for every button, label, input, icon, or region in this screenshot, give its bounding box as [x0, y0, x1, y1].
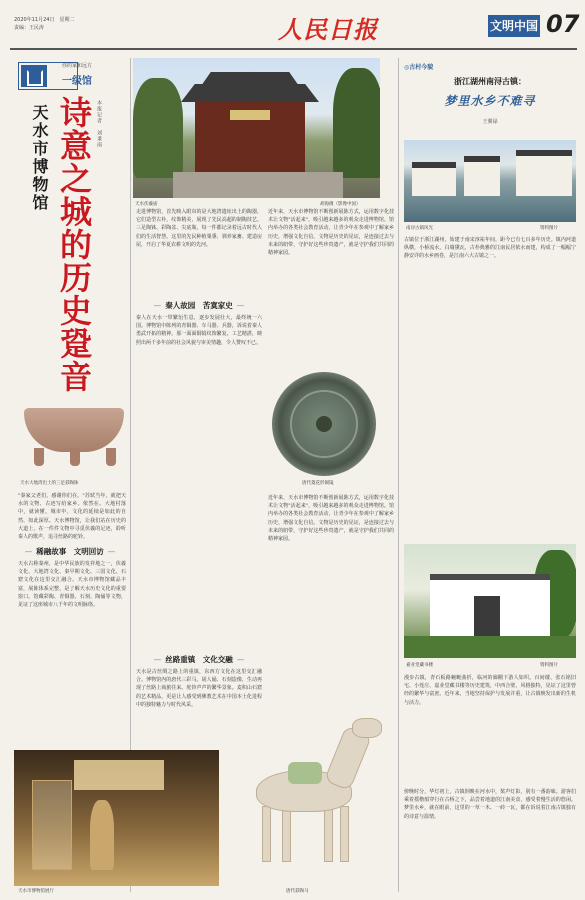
section-heading: — 稀融故事 文明回访 — [14, 546, 126, 557]
pottery-leg [70, 448, 80, 466]
horse-leg [340, 806, 349, 862]
house [412, 162, 456, 196]
section-heading: — 秦人故园 苦寞家史 — [136, 300, 262, 311]
gate-roof [181, 84, 319, 102]
page-number: 07 [546, 10, 580, 38]
pottery-caption: 天水大地湾出土的三足彩陶钵 [20, 481, 79, 486]
horse-figurine-photo [226, 718, 396, 878]
mirror-knob [316, 416, 332, 432]
header-meta [14, 16, 74, 32]
water-caption: 南浔古镇风光 [406, 226, 433, 231]
article-body: 傍晚时分，华灯初上，古镇倒映在河水中，桨声灯影，别有一番韵味。游客们乘着摇橹船穿行在古桥之下，品尝着地道的江南美食，感受着慢生活的悠闲。梦里水乡，就在眼前，这里的一草一木、一砖一瓦，都在诉说着江南古镇独有的诗意与温情。 [404, 789, 576, 820]
gate-plaque [230, 110, 270, 120]
article-byline: 王翼禄 [482, 119, 498, 125]
feature-byline: 本报记者 刘秉南 [96, 100, 102, 148]
library-photo [404, 544, 576, 658]
paper-masthead: 人民日报 [278, 15, 378, 44]
column-tagline: 你的家和远方 [62, 63, 93, 69]
tree [133, 78, 183, 178]
gate-roof [201, 72, 299, 86]
article-body: 天水是古丝绸之路上的重镇，东西方文化在这里交汇融合。博物馆内的唐代三彩马、胡人俑、石刻造像，生动再现了丝路上商旅往来、驼铃声声的繁华景象。麦积山石窟的艺术精品，更是让人感受到佛教艺术在中国本土化进程中的独特魅力与时代风采。 [136, 669, 262, 708]
water-town-photo [404, 140, 576, 222]
horse-saddle [288, 762, 322, 784]
horse-leg [262, 806, 271, 862]
pottery-leg [106, 448, 116, 466]
library-credit: 资料图片 [540, 663, 558, 668]
horse-caption: 唐代彩陶马 [286, 889, 309, 894]
article-body: 走进博物馆，首先映入眼帘的是大地湾遗址出土的陶器，它们造型古朴，纹饰精美，展现了先民高超的制陶技艺。三足陶钵、彩陶盆、尖底瓶，每一件都记录着远古时代人们的生活智慧。这里的先民种植粟黍、驯养家畜、建造房屋，开启了华夏农耕文明的先河。 [136, 209, 262, 248]
feature-title: 诗意之城的历史跫音 [55, 96, 93, 393]
article-body: "秦家父老们，感谢你们在。"苏轼当年，就把天水的文物、古迹写给家乡。依然在。大地村落中，就读懂、城市中，文化的延续是如此的自然、如此深厚。天水博物馆，让我们站在历史的大道上，在一件件文物中寻觅伏羲的足迹，聆听秦人的歌声，追寻丝路的驼铃。 [18, 493, 126, 540]
section-heading: — 丝路重镇 文化交融 — [136, 654, 262, 665]
horse-head [352, 718, 382, 738]
date-line: 2020年11月24日 星期二 [14, 17, 75, 23]
museum-caption: 天水市博物馆展厅 [18, 889, 54, 894]
ceiling-light [74, 760, 164, 790]
statue [90, 800, 114, 870]
museum-icon [21, 65, 47, 87]
library-caption: 嘉业堂藏书楼 [406, 663, 433, 668]
page-header [10, 6, 580, 50]
display-case [32, 780, 72, 870]
article-kicker: 浙江湖州南浔古镇： [454, 76, 526, 86]
house [516, 150, 572, 196]
editor-line: 责编：王民涛 [14, 25, 45, 31]
gate-credit: 胡海摄（影像中国） [320, 202, 361, 207]
column-label: ◎古村今貌 [404, 64, 434, 71]
temple-gate-photo [133, 58, 380, 198]
horse-leg [282, 806, 291, 862]
pottery-leg [34, 448, 44, 466]
article-body: 古镇位于浙江湖州，始建于南宋淳祐年间，距今已有七百多年历史。镇内河道纵横，小桥流水，白墙黛瓦，古朴典雅的江南民居依水而建，构成了一幅幅宁静安详的水乡画卷，是江南六大古镇之一。 [404, 237, 576, 260]
house [464, 156, 500, 196]
museum-hall-photo [14, 750, 219, 886]
pottery-photo [18, 400, 130, 476]
article-body: 秦人在天水一带繁衍生息，逐步发展壮大，最终统一六国。博物馆中陈列的青铜器、车马器、兵器，诉说着秦人勇武开拓的精神。那一面面铜镜纹饰繁复、工艺精湛，映照出两千多年前的社会风貌与审美情趣，令人赞叹不已。 [136, 315, 262, 346]
column-divider [398, 58, 399, 892]
horse-leg [324, 806, 333, 862]
feature-subtitle: 天水市博物馆 [30, 104, 49, 212]
gate-steps [173, 172, 343, 198]
mirror-caption: 唐代菱花形铜镜 [302, 481, 334, 486]
article-title: 梦里水乡不难寻 [444, 94, 536, 108]
article-body: 天水古称秦州，是中华民族的发祥地之一，伏羲文化、大地湾文化、秦早期文化、三国文化、石窟文化在这里交汇融合。天水市博物馆藏品丰富，展陈体系完整，是了解天水历史文化的重要窗口。馆藏彩陶、青铜器、石刻、陶俑等文物，见证了这座城市八千年的文明脉络。 [18, 561, 126, 609]
gate-building [195, 94, 305, 174]
article-body: 近年来，天水市博物馆不断创新展陈方式，运用数字化技术让文物"活起来"，吸引越来越多的观众走进博物馆。馆内举办的各类社会教育活动，让青少年在参观中了解家乡历史，增强文化自信。文物是历史的见证，是连接过去与未来的纽带，守护好这些珍贵遗产，就是守护我们共同的精神家园。 [268, 209, 394, 257]
water-credit: 资料图片 [540, 226, 558, 231]
section-label: 文明中国 [488, 15, 540, 37]
column-name: 一级馆 [62, 76, 92, 87]
article-body: 漫步古镇，青石板路蜿蜒曲折，临河的廊棚下游人如织。百间楼、张石铭旧宅、小莲庄、嘉业堂藏书楼等历史建筑，中西合璧，风格独特，见证了这里曾经的繁华与富庶。近年来，当地坚持保护与发展并重，让古镇焕发出新的生机与活力。 [404, 675, 576, 706]
article-body: 近年来，天水市博物馆不断创新展陈方式，运用数字化技术让文物"活起来"，吸引越来越多的观众走进博物馆。馆内举办的各类社会教育活动，让青少年在参观中了解家乡历史，增强文化自信。文物是历史的见证，是连接过去与未来的纽带，守护好这些珍贵遗产，就是守护我们共同的精神家园。 [268, 495, 394, 543]
hedge [404, 636, 576, 658]
gate-caption: 天水伏羲庙 [135, 202, 158, 207]
tree [333, 68, 380, 178]
pottery-bowl [24, 408, 124, 452]
bronze-mirror-photo [272, 372, 376, 476]
